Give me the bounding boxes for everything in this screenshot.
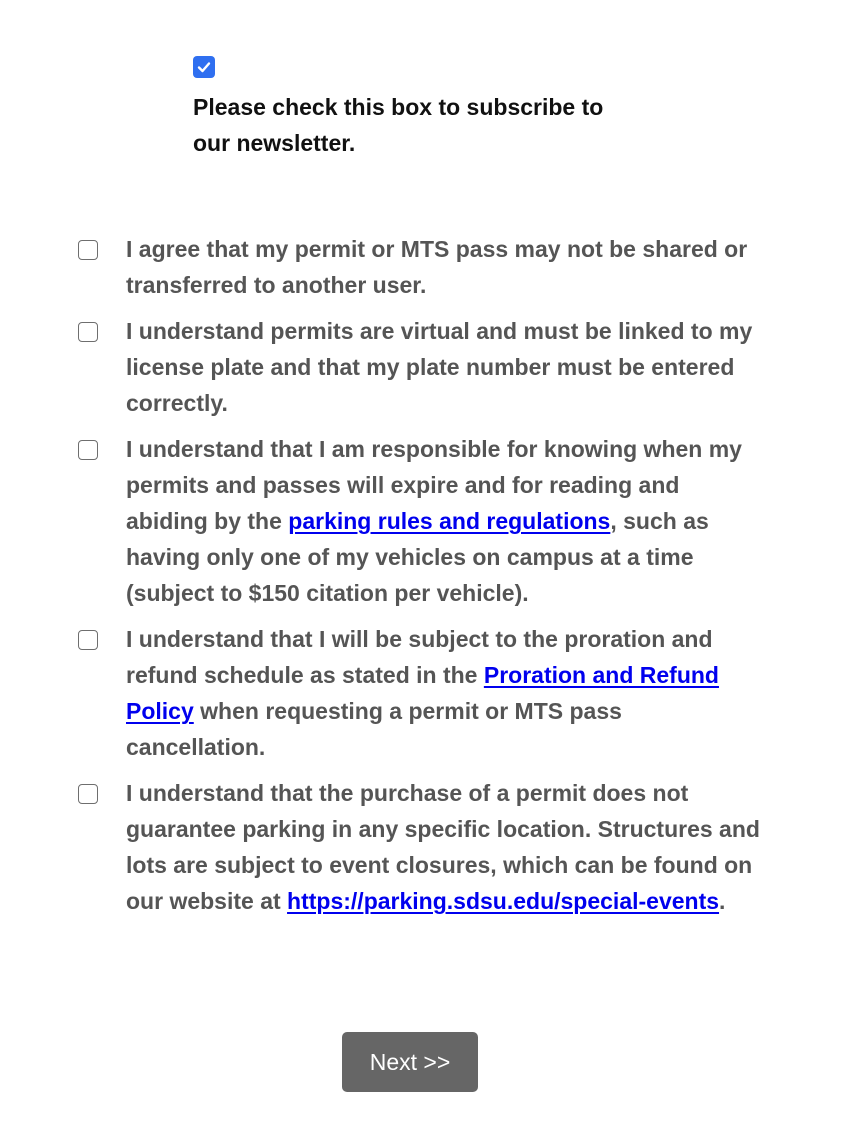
agreement-item-proration	[78, 621, 778, 765]
parking-rules-link[interactable]: parking rules and regulations	[288, 508, 611, 534]
agreement-item-event-closures	[78, 775, 778, 919]
agreement-checkbox-virtual-permit[interactable]	[78, 322, 98, 342]
checkmark-icon	[196, 59, 212, 75]
next-button[interactable]: Next >>	[342, 1032, 478, 1092]
newsletter-label: Please check this box to subscribe to our newsletter.	[193, 94, 604, 156]
agreement-text-responsibility: I understand that I am responsible for knowing when my permits and passes will expire and for reading and abiding by the parking rules and regulations, such as having only one of my vehicles on campus at a time (subject to $150 citation per vehicle).	[126, 436, 742, 606]
agreement-item-responsibility	[78, 431, 778, 611]
agreements-list	[78, 231, 778, 929]
agreement-text-event-closures: I understand that the purchase of a permit does not guarantee parking in any specific location. Structures and lots are subject to event closures, which can be found on our website at https://parking.sdsu.edu/special-events.	[126, 780, 760, 914]
agreement-text-virtual-permit: I understand permits are virtual and must be linked to my license plate and that my plate number must be entered correctly.	[126, 318, 753, 416]
special-events-link[interactable]: https://parking.sdsu.edu/special-events	[287, 888, 720, 914]
agreement-text-no-sharing: I agree that my permit or MTS pass may not be shared or transferred to another user.	[126, 236, 748, 298]
agreement-checkbox-proration[interactable]	[78, 630, 98, 650]
newsletter-section	[193, 56, 633, 161]
agreement-checkbox-no-sharing[interactable]	[78, 240, 98, 260]
agreement-item-no-sharing	[78, 231, 778, 303]
agreement-checkbox-event-closures[interactable]	[78, 784, 98, 804]
newsletter-checkbox[interactable]	[193, 56, 215, 78]
proration-refund-policy-link[interactable]: Proration and Refund Policy	[126, 662, 719, 724]
agreement-item-virtual-permit	[78, 313, 778, 421]
agreement-text-proration: I understand that I will be subject to the proration and refund schedule as stated in the Proration and Refund Policy when requesting a permit or MTS pass cancellation.	[126, 626, 719, 760]
agreement-checkbox-responsibility[interactable]	[78, 440, 98, 460]
